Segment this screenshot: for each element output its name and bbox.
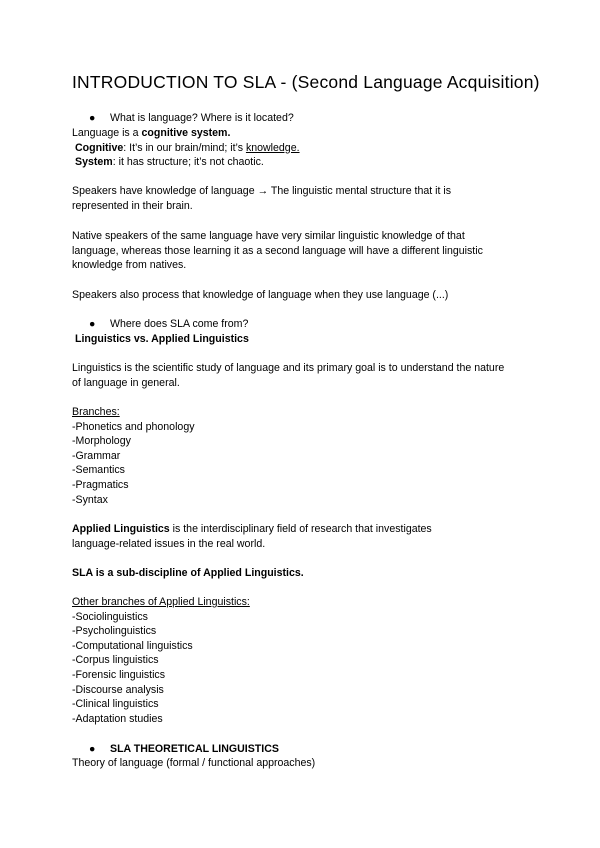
cognitive-definition: Cognitive: It’s in our brain/mind; it’s knowledge. [75,141,300,154]
bullet-icon: ● [89,318,96,330]
list-item: -Adaptation studies [72,712,163,725]
list-item: -Pragmatics [72,478,129,491]
definition-block [72,126,532,170]
paragraph-linguistics-definition: Linguistics is the scientific study of language and its primary goal is to understand the nature of language in general. [72,362,505,389]
other-branches-heading: Other branches of Applied Linguistics: [72,596,250,608]
paragraph-native-speakers: Native speakers of the same language have very similar linguistic knowledge of that language, whereas those learning it as a second language will have a different linguistic knowledge from natives. [72,230,483,272]
bullet-what-is-language [89,111,294,126]
branches-list [72,405,532,507]
bullet-icon: ● [89,112,96,124]
bullet-sla-theoretical [89,742,279,757]
list-item: -Discourse analysis [72,683,164,696]
bullet-text: SLA THEORETICAL LINGUISTICS [110,743,279,755]
paragraph-process-knowledge: Speakers also process that knowledge of language when they use language (...) [72,289,449,301]
list-item: -Phonetics and phonology [72,420,195,433]
bullet-icon: ● [89,743,96,755]
sla-sub-discipline: SLA is a sub-discipline of Applied Linguistics. [72,567,304,579]
list-item: -Morphology [72,435,131,448]
list-item: -Psycholinguistics [72,625,157,638]
list-item: -Syntax [72,493,108,506]
section-heading-linguistics: Linguistics vs. Applied Linguistics [75,333,249,345]
bullet-where-sla-from [89,317,248,332]
list-item: -Sociolinguistics [72,610,148,623]
paragraph-applied-linguistics: Applied Linguistics is the interdisciplinary field of research that investigates language-related issues in the real world. [72,523,432,550]
branches-heading: Branches: [72,406,120,418]
paragraph-speakers-knowledge: Speakers have knowledge of language → The linguistic mental structure that it is represented in their brain. [72,185,452,212]
list-item: -Computational linguistics [72,639,193,652]
list-item: -Grammar [72,449,121,462]
language-definition: Language is a cognitive system. [72,127,231,139]
list-item: -Semantics [72,464,125,477]
list-item: -Corpus linguistics [72,654,159,667]
system-definition: System: it has structure; it’s not chaotic. [75,156,264,169]
bullet-text: What is language? Where is it located? [110,112,294,124]
list-item: -Forensic linguistics [72,668,166,681]
page-title: INTRODUCTION TO SLA - (Second Language Acquisition) [72,72,540,92]
bullet-text: Where does SLA come from? [110,318,249,330]
list-item: -Clinical linguistics [72,698,159,711]
other-branches-list [72,595,532,726]
paragraph-theory: Theory of language (formal / functional approaches) [72,757,316,769]
